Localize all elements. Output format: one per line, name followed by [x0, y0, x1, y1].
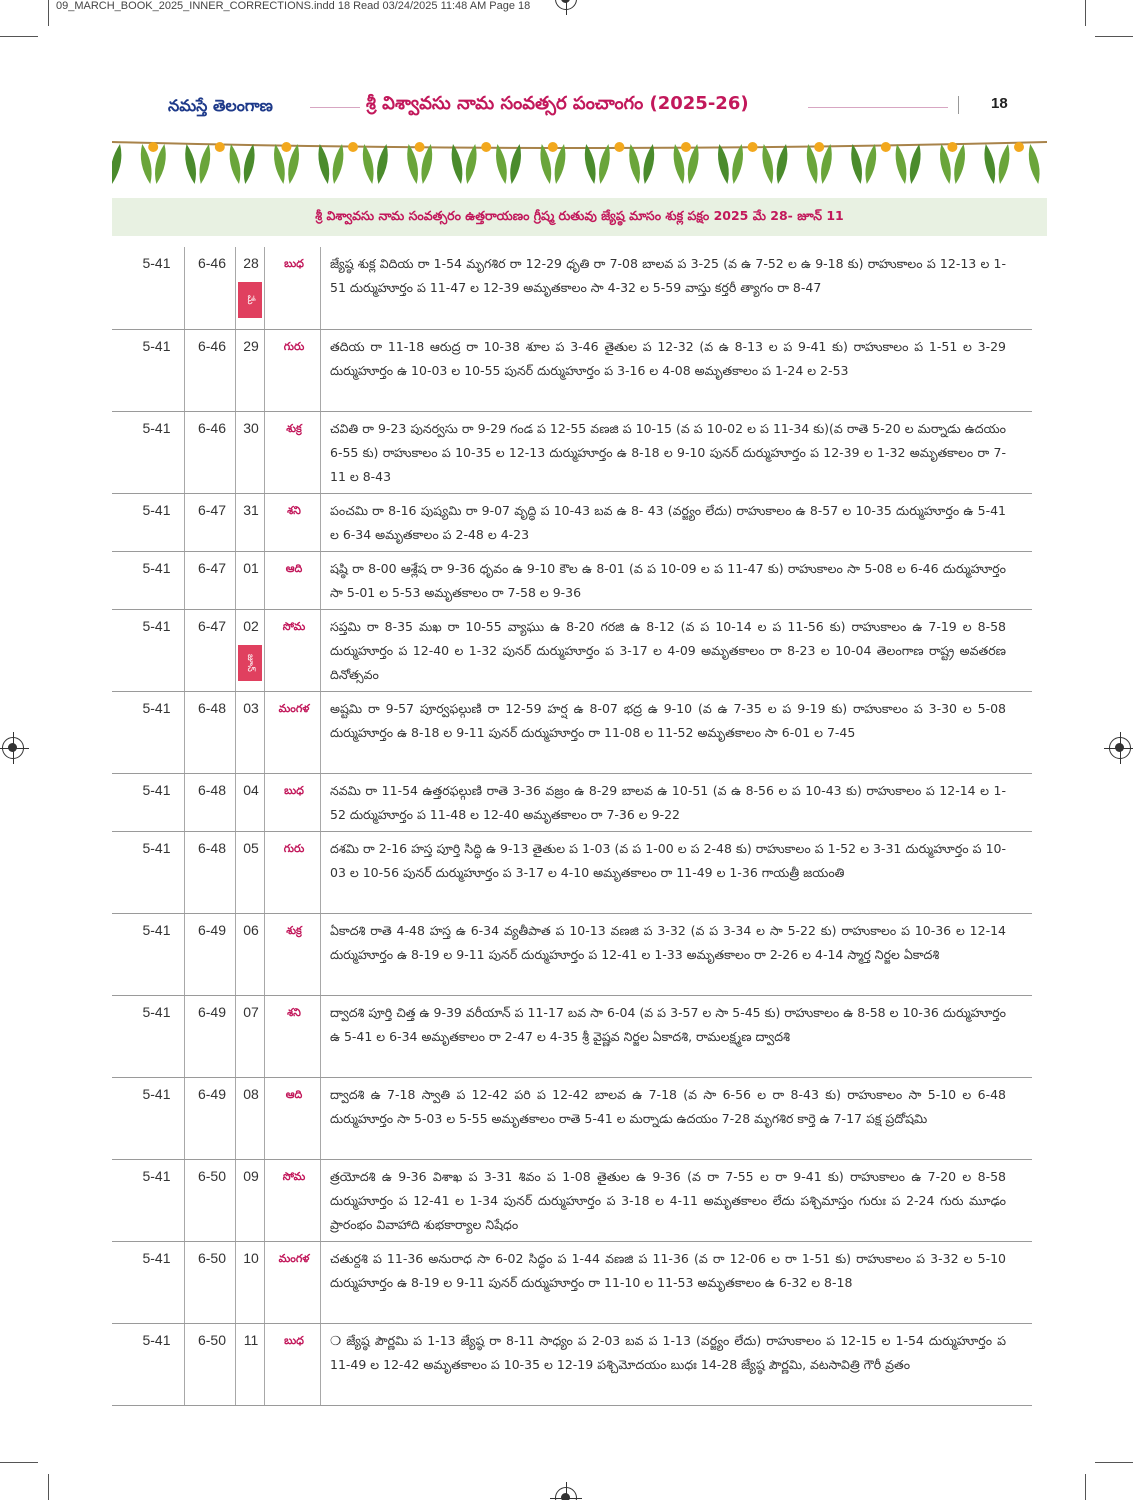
sunrise-time: 5-41	[142, 922, 171, 938]
panchangam-details: సప్తమి రా 8-35 మఖ రా 10-55 వ్యాఘు ఉ 8-20 గరజి ఉ 8-12 (వ ప 10-14 ల ప 11-56 కు) రాహుకాలం ఉ 7-19 ల 8-58 దుర్ముహూర్తం ప 12-40 ల 1-32 పునర్ దుర్ముహూర్తం ప 3-17 ల 4-09 అమృతకాలం రా 8-23 ల 10-04 తెలంగాణ రాష్ట్ర అవతరణ దినోత్సవం	[330, 619, 1006, 682]
table-row	[112, 832, 1032, 914]
mango-leaf-garland	[112, 128, 1047, 192]
column-divider	[264, 1242, 265, 1323]
column-divider	[235, 1160, 236, 1241]
sunrise-time: 5-41	[142, 560, 171, 576]
column-divider	[320, 1160, 321, 1241]
column-divider	[184, 774, 185, 831]
crop-mark	[48, 1474, 49, 1500]
column-divider	[264, 247, 265, 329]
panchangam-details: నవమి రా 11-54 ఉత్తరఫల్గుణి రాతె 3-36 వజ్రం ఉ 8-29 బాలవ ఉ 10-51 (వ ఉ 8-56 ల ప 10-43 కు) రాహుకాలం ప 12-14 ల 1-52 దుర్ముహూర్తం ప 11-48 ల 12-40 అమృతకాలం రా 7-36 ల 9-22	[330, 783, 1006, 822]
sunset-time: 6-46	[197, 420, 227, 436]
sunrise-time: 5-41	[142, 338, 171, 354]
column-divider	[264, 610, 265, 691]
column-divider	[264, 494, 265, 551]
weekday-cell: ఆది	[285, 1088, 303, 1101]
marigold-icon	[748, 142, 758, 152]
mango-leaf-icon	[318, 144, 329, 184]
page-number-divider	[958, 96, 959, 114]
registration-mark	[555, 0, 577, 10]
column-divider	[184, 610, 185, 691]
mango-leaf-icon	[777, 144, 788, 184]
month-badge: మే	[238, 282, 262, 318]
crop-mark	[1085, 1474, 1086, 1500]
column-divider	[320, 914, 321, 995]
panchangam-details: చవితి రా 9-23 పునర్వసు రా 9-29 గండ ప 12-55 వణజి ప 10-15 (వ ప 10-02 ల ప 11-34 కు)(వ రాతె 5-20 ల మర్నాడు ఉదయం 6-55 కు) రాహుకాలం ప 10-35 ల 12-13 దుర్ముహూర్తం ఉ 8-18 ల 9-10 పునర్ దుర్ముహూర్తం ప 12-39 ల 1-32 అమృతకాలం రా 7-11 ల 8-43	[330, 421, 1006, 484]
weekday-cell: మంగళ	[278, 1252, 310, 1265]
mango-leaf-icon	[984, 144, 995, 184]
mango-leaf-icon	[732, 144, 743, 184]
panchangam-details: చతుర్దశి ప 11-36 అనురాధ సా 6-02 సిద్ధం ప 1-44 వణజి ప 11-36 (వ రా 12-06 ల రా 1-51 కు) రాహుకాలం ప 3-32 ల 5-10 దుర్ముహూర్తం ఉ 8-19 ల 9-11 పునర్ దుర్ముహూర్తం రా 11-10 ల 11-53 అమృతకాలం ఉ 6-32 ల 8-18	[330, 1251, 1006, 1290]
crop-mark	[48, 0, 49, 26]
column-divider	[320, 494, 321, 551]
column-divider	[320, 1242, 321, 1323]
column-divider	[320, 610, 321, 691]
date-cell: 04	[243, 782, 259, 798]
crop-mark	[1095, 1462, 1133, 1463]
weekday-cell: సోమ	[282, 620, 306, 633]
column-divider	[320, 996, 321, 1077]
registration-mark	[1109, 737, 1131, 759]
column-divider	[235, 1242, 236, 1323]
panchangam-details: ద్వాదశి పూర్తి చిత్త ఉ 9-39 వరీయాన్ ప 11-17 బవ సా 6-04 (వ ప 3-57 ల సా 5-45 కు) రాహుకాలం ఉ 8-58 ల 10-36 దుర్ముహూర్తం ఉ 5-41 ల 6-34 అమృతకాలం రా 2-47 ల 4-35 శ్రీ వైష్ణవ నిర్జల ఏకాదశి, రామలక్ష్మణ ద్వాదశి	[330, 1005, 1006, 1044]
panchangam-details: త్రయోదశి ఉ 9-36 విశాఖ ప 3-31 శివం ప 1-08 తైతుల ఉ 9-36 (వ రా 7-55 ల రా 9-41 కు) రాహుకాలం ఉ 7-20 ల 8-58 దుర్ముహూర్తం ప 12-41 ల 1-34 పునర్ దుర్ముహూర్తం ప 3-18 ల 4-11 అమృతకాలం లేదు పశ్చిమాస్తం గురుః ప 2-24 గురు మూఢం ప్రారంభం వివాహాది శుభకార్యాల నిషేధం	[330, 1169, 1006, 1232]
column-divider	[264, 774, 265, 831]
sunset-time: 6-50	[197, 1332, 227, 1348]
panchangam-details: పంచమి రా 8-16 పుష్యమి రా 9-07 వృద్ధి ప 10-43 బవ ఉ 8- 43 (వర్జ్యం లేదు) రాహుకాలం ఉ 8-57 ల 10-35 దుర్ముహూర్తం ఉ 5-41 ల 6-34 అమృతకాలం ప 2-48 ల 4-23	[330, 503, 1006, 542]
column-divider	[320, 412, 321, 493]
column-divider	[235, 1324, 236, 1405]
marigold-icon	[548, 142, 558, 152]
column-divider	[235, 330, 236, 411]
panchangam-details: షష్ఠి రా 8-00 ఆశ్లేష రా 9-36 ధృవం ఉ 9-10 కౌల ఉ 8-01 (వ ప 10-09 ల ప 11-47 కు) రాహుకాలం సా 5-08 ల 6-46 దుర్ముహూర్తం సా 5-01 ల 5-53 అమృతకాలం రా 7-58 ల 9-36	[330, 561, 1006, 600]
sunset-time: 6-46	[197, 338, 227, 354]
weekday-cell: ఆది	[285, 562, 303, 575]
marigold-icon	[348, 142, 358, 152]
sunrise-time: 5-41	[142, 1332, 171, 1348]
column-divider	[184, 1078, 185, 1159]
weekday-cell: గురు	[283, 842, 305, 855]
header-rule	[310, 107, 360, 108]
sunset-time: 6-48	[197, 840, 227, 856]
mango-leaf-icon	[496, 144, 507, 184]
table-row	[112, 1324, 1032, 1406]
marigold-icon	[1014, 142, 1024, 152]
mango-leaf-icon	[762, 144, 773, 184]
weekday-cell: శని	[287, 1006, 301, 1019]
panchangam-details: దశమి రా 2-16 హస్త పూర్తి సిద్ధి ఉ 9-13 తైతుల ప 1-03 (వ ప 1-00 ల ప 2-48 కు) రాహుకాలం ప 1-52 ల 3-31 దుర్ముహూర్తం ప 10-03 ల 10-56 పునర్ దుర్ముహూర్తం ప 3-17 ల 4-10 అమృతకాలం రా 11-49 ల 1-36 గాయత్రీ జయంతి	[330, 841, 1006, 880]
page-number: 18	[991, 95, 1008, 112]
column-divider	[320, 774, 321, 831]
date-cell: 03	[243, 700, 259, 716]
mango-leaf-icon	[112, 144, 121, 184]
month-badge: జూన్	[238, 645, 262, 681]
panchangam-details: ఏకాదశి రాతె 4-48 హస్త ఉ 6-34 వ్యతీపాత ప 10-13 వణజి ప 3-32 (వ ప 3-34 ల సా 5-22 కు) రాహుకాలం ప 10-36 ల 12-14 దుర్ముహూర్తం ఉ 8-19 ల 9-11 పునర్ దుర్ముహూర్తం ప 12-41 ల 1-33 అమృతకాలం రా 2-26 ల 4-14 స్మార్త నిర్జల ఏకాదశి	[330, 923, 1006, 962]
weekday-cell: బుధ	[284, 1334, 304, 1347]
sunset-time: 6-49	[197, 922, 227, 938]
column-divider	[235, 692, 236, 773]
marigold-icon	[947, 142, 957, 152]
weekday-cell: సోమ	[282, 1170, 306, 1183]
panchangam-table	[112, 247, 1032, 1406]
mango-leaf-icon	[510, 144, 521, 184]
column-divider	[320, 552, 321, 609]
table-row	[112, 1160, 1032, 1242]
sunset-time: 6-47	[197, 618, 227, 634]
marigold-icon	[681, 142, 691, 152]
table-row	[112, 552, 1032, 610]
column-divider	[264, 1078, 265, 1159]
column-divider	[235, 914, 236, 995]
date-cell: 05	[243, 840, 259, 856]
weekday-cell: శని	[287, 504, 301, 517]
column-divider	[235, 247, 236, 329]
column-divider	[264, 692, 265, 773]
marigold-icon	[281, 142, 291, 152]
date-cell: 09	[243, 1168, 259, 1184]
page-title: శ్రీ విశ్వావసు నామ సంవత్సర పంచాంగం (2025-26)	[366, 93, 749, 114]
mango-leaf-icon	[629, 144, 640, 184]
header-rule	[808, 107, 948, 108]
sunrise-time: 5-41	[142, 782, 171, 798]
mango-leaf-icon	[363, 144, 374, 184]
crop-mark	[0, 1462, 38, 1463]
sunset-time: 6-49	[197, 1086, 227, 1102]
month-period-heading: శ్రీ విశ్వావసు నామ సంవత్సరం ఉత్తరాయణం గ్రీష్మ రుతువు జ్యేష్ఠ మాసం శుక్ల పక్షం 2025 మే 28- జూన్ 11	[315, 207, 844, 223]
column-divider	[184, 552, 185, 609]
column-divider	[235, 610, 236, 691]
table-row	[112, 1242, 1032, 1324]
date-cell: 08	[243, 1086, 259, 1102]
date-cell: 11	[243, 1332, 259, 1348]
sunrise-time: 5-41	[142, 255, 171, 271]
mango-leaf-icon	[1029, 144, 1040, 184]
panchangam-details: ❍ జ్యేష్ఠ పౌర్ణమి ప 1-13 జ్యేష్ఠ రా 8-11 సాధ్యం ప 2-03 బవ ప 1-13 (వర్జ్యం లేదు) రాహుకాలం ప 12-15 ల 1-54 దుర్ముహూర్తం ప 11-49 ల 12-42 అమృతకాలం ప 10-35 ల 12-19 పశ్చిమోదయం బుధః 14-28 జ్యేష్ఠ పౌర్ణమి, వటసావిత్రి గౌరీ వ్రతం	[330, 1333, 1006, 1372]
table-row	[112, 412, 1032, 494]
panchangam-details: ద్వాదశి ఉ 7-18 స్వాతి ప 12-42 పరి ప 12-42 బాలవ ఉ 7-18 (వ సా 6-56 ల రా 8-43 కు) రాహుకాలం సా 5-10 ల 6-48 దుర్ముహూర్తం సా 5-03 ల 5-55 అమృతకాలం రాతె 5-41 ల మర్నాడు ఉదయం 7-28 మృగశిర కార్తె ఉ 7-17 పక్ష ప్రదోషమి	[330, 1087, 1006, 1126]
mango-leaf-icon	[910, 144, 921, 184]
column-divider	[184, 914, 185, 995]
column-divider	[235, 552, 236, 609]
date-cell: 29	[243, 338, 259, 354]
date-cell: 01	[243, 560, 259, 576]
date-cell: 31	[243, 502, 259, 518]
mango-leaf-icon	[230, 144, 241, 184]
mango-leaf-icon	[377, 144, 388, 184]
marigold-icon	[415, 142, 425, 152]
weekday-cell: గురు	[283, 340, 305, 353]
column-divider	[184, 832, 185, 913]
mango-leaf-icon	[643, 144, 654, 184]
publication-name: నమస్తే తెలంగాణ	[168, 96, 273, 115]
sunset-time: 6-47	[197, 502, 227, 518]
column-divider	[235, 774, 236, 831]
sunset-time: 6-48	[197, 782, 227, 798]
mango-leaf-icon	[199, 144, 210, 184]
column-divider	[235, 996, 236, 1077]
crop-mark	[1085, 0, 1086, 26]
table-banner	[112, 198, 1047, 236]
panchangam-details: అష్టమి రా 9-57 పూర్వఫల్గుణి రా 12-59 హర్ష ఉ 8-07 భద్ర ఉ 9-10 (వ ఉ 7-35 ల ప 9-19 కు) రాహుకాలం ప 3-30 ల 5-08 దుర్ముహూర్తం ఉ 8-18 ల 9-11 పునర్ దుర్ముహూర్తం రా 11-08 ల 11-52 అమృతకాలం సా 6-01 ల 7-45	[330, 701, 1006, 740]
table-row	[112, 247, 1032, 330]
mango-leaf-icon	[244, 144, 255, 184]
sunset-time: 6-50	[197, 1168, 227, 1184]
sunrise-time: 5-41	[142, 700, 171, 716]
column-divider	[184, 247, 185, 329]
mango-leaf-icon	[599, 144, 610, 184]
column-divider	[264, 914, 265, 995]
marigold-icon	[148, 142, 158, 152]
marigold-icon	[881, 142, 891, 152]
marigold-icon	[481, 142, 491, 152]
column-divider	[320, 1324, 321, 1405]
date-cell: 28	[243, 255, 259, 271]
page-header	[168, 94, 1048, 124]
column-divider	[320, 247, 321, 329]
column-divider	[235, 412, 236, 493]
column-divider	[184, 494, 185, 551]
table-row	[112, 1078, 1032, 1160]
table-row	[112, 494, 1032, 552]
weekday-cell: మంగళ	[278, 702, 310, 715]
mango-leaf-icon	[452, 144, 463, 184]
mango-leaf-icon	[185, 144, 196, 184]
registration-mark	[555, 1487, 577, 1500]
table-row	[112, 774, 1032, 832]
sunrise-time: 5-41	[142, 502, 171, 518]
date-cell: 30	[243, 420, 259, 436]
table-row	[112, 996, 1032, 1078]
sunset-time: 6-47	[197, 560, 227, 576]
column-divider	[184, 412, 185, 493]
sunset-time: 6-49	[197, 1004, 227, 1020]
mango-leaf-icon	[851, 144, 862, 184]
column-divider	[320, 330, 321, 411]
sunrise-time: 5-41	[142, 1086, 171, 1102]
table-row	[112, 330, 1032, 412]
weekday-cell: శుక్ర	[286, 422, 302, 435]
column-divider	[235, 832, 236, 913]
mango-leaf-icon	[999, 144, 1010, 184]
mango-leaf-icon	[865, 144, 876, 184]
sunset-time: 6-50	[197, 1250, 227, 1266]
weekday-cell: శుక్ర	[286, 924, 302, 937]
column-divider	[184, 1160, 185, 1241]
marigold-icon	[814, 142, 824, 152]
column-divider	[264, 832, 265, 913]
date-cell: 02	[243, 618, 259, 634]
column-divider	[184, 1242, 185, 1323]
marigold-icon	[215, 142, 225, 152]
column-divider	[320, 692, 321, 773]
column-divider	[320, 1078, 321, 1159]
mango-leaf-icon	[585, 144, 596, 184]
mango-leaf-icon	[896, 144, 907, 184]
crop-mark	[1095, 36, 1133, 37]
column-divider	[235, 1078, 236, 1159]
date-cell: 06	[243, 922, 259, 938]
column-divider	[264, 996, 265, 1077]
column-divider	[264, 1324, 265, 1405]
column-divider	[320, 832, 321, 913]
sunrise-time: 5-41	[142, 840, 171, 856]
date-cell: 07	[243, 1004, 259, 1020]
table-row	[112, 692, 1032, 774]
column-divider	[184, 692, 185, 773]
sunrise-time: 5-41	[142, 618, 171, 634]
sunset-time: 6-48	[197, 700, 227, 716]
column-divider	[184, 330, 185, 411]
column-divider	[264, 552, 265, 609]
sunset-time: 6-46	[197, 255, 227, 271]
registration-mark	[2, 737, 24, 759]
column-divider	[235, 494, 236, 551]
table-row	[112, 610, 1032, 692]
crop-mark	[0, 36, 38, 37]
sunrise-time: 5-41	[142, 1250, 171, 1266]
sunrise-time: 5-41	[142, 420, 171, 436]
column-divider	[184, 996, 185, 1077]
column-divider	[264, 330, 265, 411]
marigold-icon	[614, 142, 624, 152]
sunrise-time: 5-41	[142, 1168, 171, 1184]
weekday-cell: బుధ	[284, 257, 304, 270]
weekday-cell: బుధ	[284, 784, 304, 797]
mango-leaf-icon	[333, 144, 344, 184]
panchangam-details: జ్యేష్ఠ శుక్ల విదియ రా 1-54 మృగశిర రా 12-29 ధృతి రా 7-08 బాలవ ప 3-25 (వ ఉ 7-52 ల ఉ 9-18 కు) రాహుకాలం ప 12-13 ల 1-51 దుర్ముహూర్తం ప 11-47 ల 12-39 అమృతకాలం సా 4-32 ల 5-59 వాస్తు కర్తరీ త్యాగం రా 8-47	[330, 256, 1006, 295]
table-row	[112, 914, 1032, 996]
column-divider	[264, 1160, 265, 1241]
column-divider	[264, 412, 265, 493]
date-cell: 10	[243, 1250, 259, 1266]
column-divider	[184, 1324, 185, 1405]
mango-leaf-icon	[466, 144, 477, 184]
sunrise-time: 5-41	[142, 1004, 171, 1020]
panchangam-details: తదియ రా 11-18 ఆరుద్ర రా 10-38 శూల ప 3-46 తైతుల ప 12-32 (వ ఉ 8-13 ల ప 9-41 కు) రాహుకాలం ప 1-51 ల 3-29 దుర్ముహూర్తం ఉ 10-03 ల 10-55 పునర్ దుర్ముహూర్తం ప 3-16 ల 4-08 అమృతకాలం ప 1-24 ల 2-53	[330, 339, 1006, 378]
print-slug: 09_MARCH_BOOK_2025_INNER_CORRECTIONS.indd 18 Read 03/24/2025 11:48 AM Page 18	[56, 0, 531, 12]
mango-leaf-icon	[718, 144, 729, 184]
